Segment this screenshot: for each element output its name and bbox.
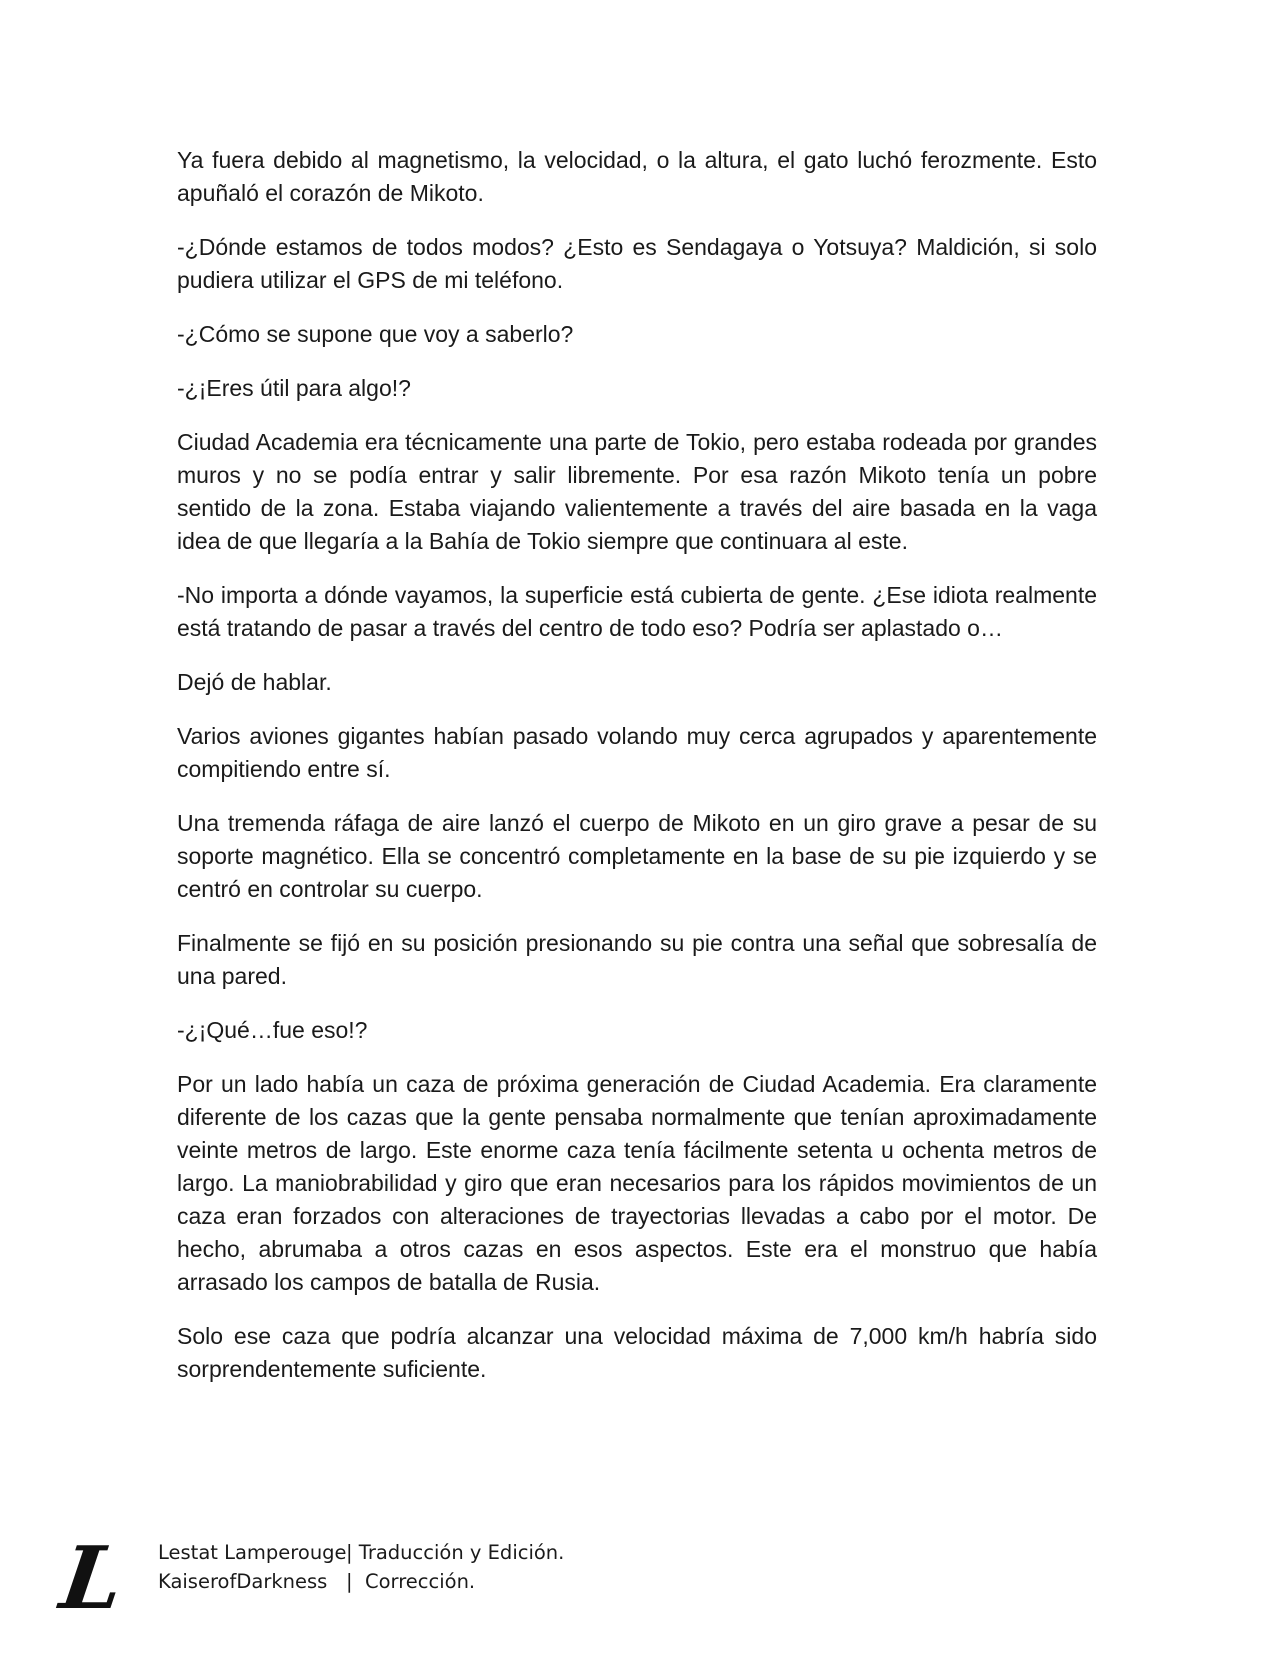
credit-separator: | bbox=[346, 1570, 365, 1593]
paragraph: -¿¡Qué…fue eso!? bbox=[177, 1017, 368, 1043]
credit-separator: | bbox=[346, 1541, 359, 1564]
paragraph: Por un lado había un caza de próxima generación de Ciudad Academia. Era claramente diferente de los cazas que la gente pensaba normalmente que tenían aproximadamente veinte metros de largo. Este enorme caza tenía fácilmente setenta u ochenta metros de largo. La maniobrabilidad y giro que eran necesarios para los rápidos movimientos de un caza eran forzados con alteraciones de trayectorias llevadas a cabo por el motor. De hecho, abrumaba a otros cazas en esos aspectos. Este era el monstruo que había arrasado los campos de batalla de Rusia. bbox=[177, 1071, 1097, 1295]
paragraph: Solo ese caza que podría alcanzar una velocidad máxima de 7,000 km/h habría sido sorprendentemente suficiente. bbox=[177, 1323, 1097, 1382]
paragraph: -¿Dónde estamos de todos modos? ¿Esto es Sendagaya o Yotsuya? Maldición, si solo pudiera utilizar el GPS de mi teléfono. bbox=[177, 234, 1097, 293]
paragraph: Dejó de hablar. bbox=[177, 669, 332, 695]
credit-line bbox=[158, 1538, 564, 1567]
paragraph: Finalmente se fijó en su posición presionando su pie contra una señal que sobresalía de una pared. bbox=[177, 930, 1097, 989]
credit-role: Traducción y Edición. bbox=[358, 1541, 565, 1564]
gothic-l-logo: L bbox=[54, 1528, 130, 1629]
credit-line bbox=[158, 1567, 564, 1596]
paragraph: -¿Cómo se supone que voy a saberlo? bbox=[177, 321, 574, 347]
paragraph: Una tremenda ráfaga de aire lanzó el cuerpo de Mikoto en un giro grave a pesar de su soporte magnético. Ella se concentró completamente en la base de su pie izquierdo y se centró en controlar su cuerpo. bbox=[177, 810, 1097, 902]
paragraph: Ciudad Academia era técnicamente una parte de Tokio, pero estaba rodeada por grandes muros y no se podía entrar y salir libremente. Por esa razón Mikoto tenía un pobre sentido de la zona. Estaba viajando valientemente a través del aire basada en la vaga idea de que llegaría a la Bahía de Tokio siempre que continuara al este. bbox=[177, 429, 1097, 554]
paragraph: -¿¡Eres útil para algo!? bbox=[177, 375, 411, 401]
paragraph: Ya fuera debido al magnetismo, la velocidad, o la altura, el gato luchó ferozmente. Esto apuñaló el corazón de Mikoto. bbox=[177, 147, 1097, 206]
credit-name: KaiserofDarkness bbox=[158, 1570, 328, 1593]
credit-name: Lestat Lamperouge bbox=[158, 1541, 347, 1564]
footer-credits bbox=[158, 1538, 564, 1596]
page-body bbox=[177, 144, 1097, 1407]
paragraph: -No importa a dónde vayamos, la superficie está cubierta de gente. ¿Ese idiota realmente está tratando de pasar a través del centro de todo eso? Podría ser aplastado o… bbox=[177, 582, 1097, 641]
paragraph: Varios aviones gigantes habían pasado volando muy cerca agrupados y aparentemente compitiendo entre sí. bbox=[177, 723, 1097, 782]
credit-role: Corrección. bbox=[364, 1570, 476, 1593]
